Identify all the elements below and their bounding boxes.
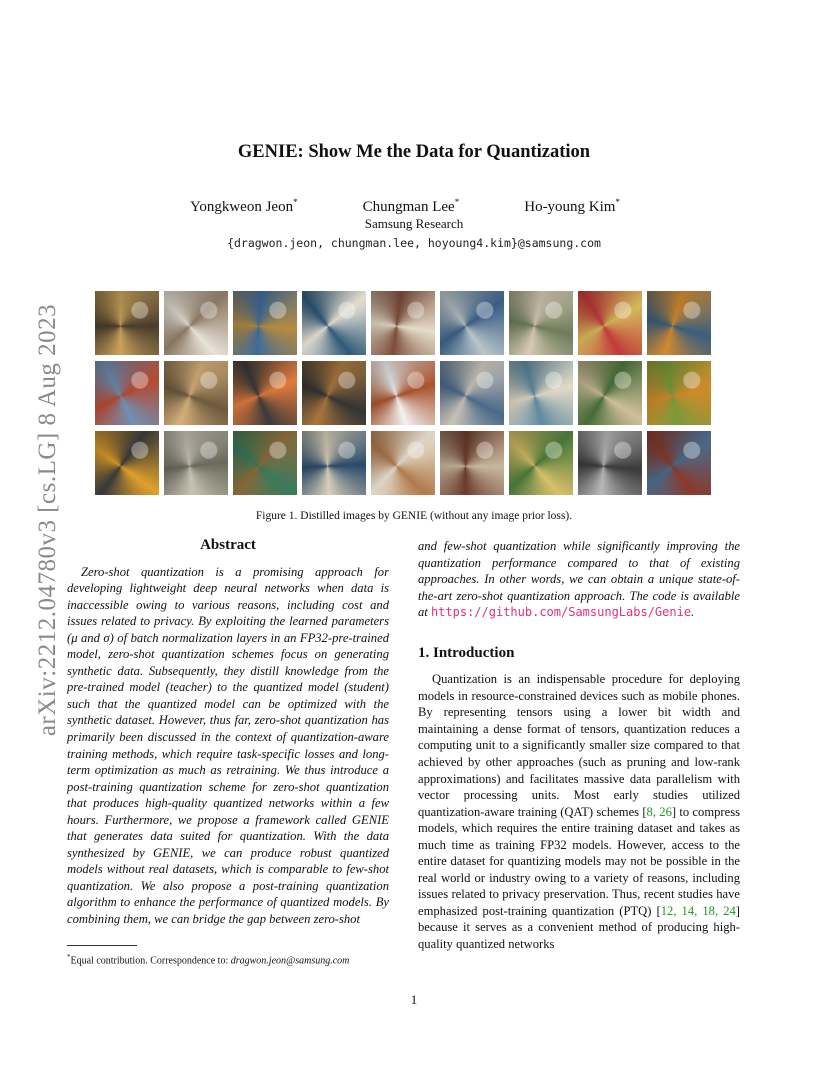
distilled-image <box>509 431 573 495</box>
distilled-image <box>95 291 159 355</box>
distilled-image <box>302 361 366 425</box>
distilled-image <box>440 291 504 355</box>
author-emails: {dragwon.jeon, chungman.lee, hoyoung4.kim}@samsung.com <box>227 236 601 250</box>
distilled-image <box>578 291 642 355</box>
distilled-image <box>440 431 504 495</box>
author-list <box>190 197 620 216</box>
distilled-image <box>440 361 504 425</box>
left-column <box>67 537 389 928</box>
paper-title: GENIE: Show Me the Data for Quantization <box>237 142 591 162</box>
abstract-heading: Abstract <box>200 537 256 553</box>
distilled-image <box>509 291 573 355</box>
distilled-image <box>647 431 711 495</box>
distilled-image <box>647 291 711 355</box>
arxiv-stamp: arXiv:2212.04780v3 [cs.LG] 8 Aug 2023 <box>34 303 61 737</box>
distilled-image <box>164 291 228 355</box>
distilled-image <box>371 361 435 425</box>
citation-link[interactable]: 12, 14, 18, 24 <box>660 903 736 918</box>
figure-caption: Figure 1. Distilled images by GENIE (without any image prior loss). <box>255 510 573 522</box>
author: Chungman Lee* <box>362 197 460 215</box>
right-column <box>418 538 740 953</box>
distilled-image <box>509 361 573 425</box>
footnote-email[interactable]: dragwon.jeon@samsung.com <box>230 955 350 967</box>
distilled-image <box>95 361 159 425</box>
distilled-image <box>164 361 228 425</box>
distilled-image <box>233 431 297 495</box>
distilled-image <box>164 431 228 495</box>
abstract-continuation: and few-shot quantization while significantly improving the quantization performance compared to that of existing approaches. In other words, we can obtain a unique state-of-the-art zero-shot quantization approach. The code is available at https://github.com/SamsungLabs/Genie. <box>418 539 740 620</box>
distilled-image <box>578 361 642 425</box>
distilled-image <box>302 291 366 355</box>
distilled-image <box>233 361 297 425</box>
affiliation: Samsung Research <box>364 216 464 231</box>
distilled-image <box>371 291 435 355</box>
distilled-image <box>302 431 366 495</box>
footnote: *Equal contribution. Correspondence to: dragwon.jeon@samsung.com <box>67 953 350 967</box>
distilled-image <box>233 291 297 355</box>
author: Ho-young Kim* <box>524 197 620 215</box>
introduction-heading: 1. Introduction <box>418 644 515 661</box>
distilled-image <box>95 431 159 495</box>
distilled-image <box>647 361 711 425</box>
footnote-rule <box>67 945 137 946</box>
author: Yongkweon Jeon* <box>190 197 298 215</box>
page-number: 1 <box>410 992 418 1007</box>
abstract-text: Zero-shot quantization is a promising approach for developing lightweight deep neural networks when data is inaccessible owing to various reasons, including cost and issues related to privacy. By exploiting the learned parameters (μ and σ) of batch normalization layers in an FP32-pre-trained model, zero-shot quantization schemes focus on generating synthetic data. Subsequently, they distill knowledge from the pre-trained model (teacher) to the quantized model (student) such that the quantized model can be optimized with the synthetic dataset. However, thus far, zero-shot quantization has primarily been discussed in the context of quantization-aware training methods, which require task-specific losses and long-term optimization as much as retraining. We thus introduce a post-training quantization scheme for zero-shot quantization that produces high-quality quantized networks within a few hours. Furthermore, we propose a framework called GENIE that generates data suited for quantization. With the data synthesized by GENIE, we can produce robust quantized models without real datasets, which is comparable to few-shot quantization. We also propose a post-training quantization algorithm to enhance the performance of quantized models. By combining them, we can bridge the gap between zero-shot <box>67 564 389 927</box>
code-link[interactable]: https://github.com/SamsungLabs/Genie <box>430 605 692 620</box>
distilled-image <box>578 431 642 495</box>
distilled-image-grid <box>95 291 711 495</box>
introduction-text: Quantization is an indispensable procedure for deploying models in resource-constrained devices such as mobile phones. By representing tensors using a lower bit width and maintaining a dense format of tensors, quantization reduces a computing unit to a significantly smaller size compared to that achieved by other approaches (such as pruning and low-rank approximations) and facilitates massive data parallelism with vector processing units. Most early studies utilized quantization-aware training (QAT) schemes [8, 26] to compress models, which requires the entire training dataset and takes as much time as training FP32 models. However, access to the entire dataset for quantizing models may not be possible in the real world or industry owing to a variety of reasons, including issues related to privacy preservation. Thus, recent studies have emphasized post-training quantization (PTQ) [12, 14, 18, 24] because it serves as a convenient method of producing high-quality quantized networks <box>418 672 740 952</box>
distilled-image <box>371 431 435 495</box>
citation-link[interactable]: 8, 26 <box>646 804 672 819</box>
